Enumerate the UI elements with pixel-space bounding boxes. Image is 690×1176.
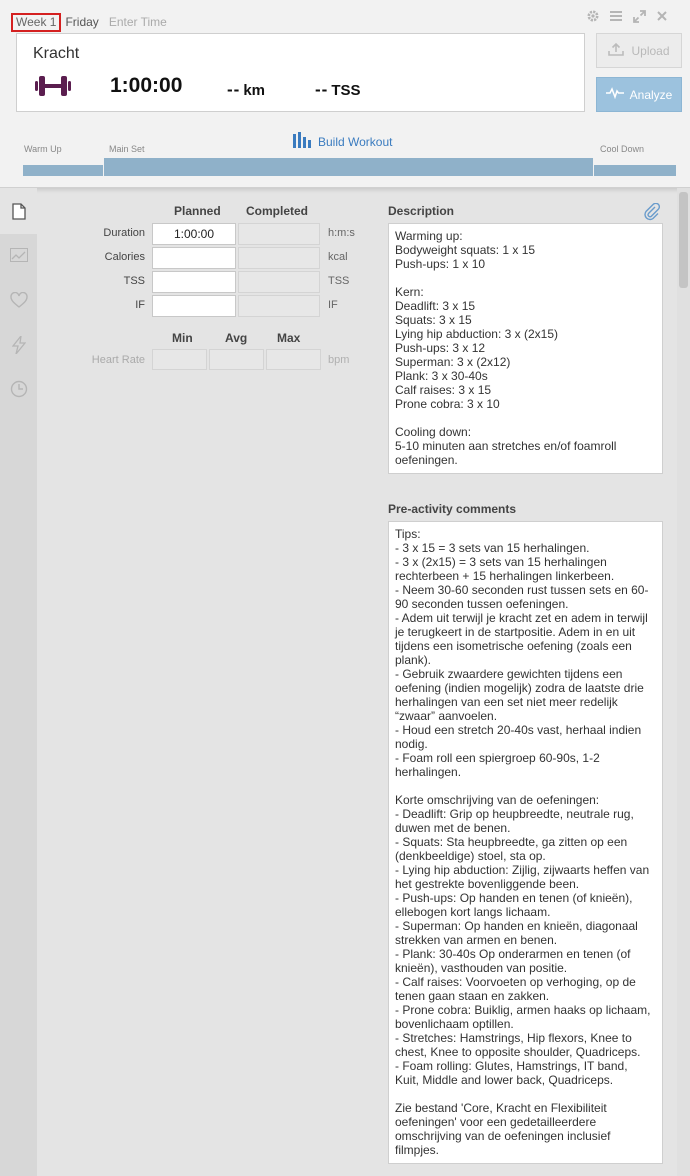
tss-value: -- xyxy=(315,80,329,99)
build-workout-label: Build Workout xyxy=(318,134,393,149)
planned-if-input[interactable] xyxy=(152,295,236,317)
col-hr-max: Max xyxy=(277,331,301,345)
col-planned: Planned xyxy=(174,204,221,218)
week-link[interactable]: Week 1 xyxy=(11,13,61,32)
row-label-calories: Calories xyxy=(104,251,145,263)
upload-icon xyxy=(608,42,624,59)
clock-icon[interactable] xyxy=(9,379,29,399)
planned-tss-input[interactable] xyxy=(152,271,236,293)
unit-duration: h:m:s xyxy=(328,227,355,239)
row-label-if: IF xyxy=(135,299,145,311)
bar-chart-icon xyxy=(293,132,312,151)
row-label-heart-rate: Heart Rate xyxy=(91,354,145,366)
dumbbell-icon xyxy=(34,74,72,101)
lightning-icon[interactable] xyxy=(9,335,29,355)
close-icon[interactable] xyxy=(654,8,670,24)
hr-max-input xyxy=(266,349,321,370)
completed-calories-input xyxy=(238,247,320,269)
heart-icon[interactable] xyxy=(9,290,29,310)
expand-icon[interactable] xyxy=(631,8,647,24)
hr-min-input xyxy=(152,349,207,370)
chart-icon[interactable] xyxy=(9,245,29,265)
gear-icon[interactable] xyxy=(585,8,601,24)
planned-calories-input[interactable] xyxy=(152,247,236,269)
workout-header xyxy=(0,0,690,188)
main-set-bar xyxy=(104,158,593,176)
completed-duration-input xyxy=(238,223,320,245)
cool-down-bar xyxy=(594,165,676,176)
upload-button[interactable] xyxy=(596,33,682,68)
description-title: Description xyxy=(388,204,455,218)
tss-unit: TSS xyxy=(331,82,361,99)
upload-label: Upload xyxy=(631,43,670,58)
build-workout-link[interactable] xyxy=(293,132,392,151)
unit-if: IF xyxy=(328,299,338,311)
workout-summary-card xyxy=(16,33,585,112)
summary-duration: 1:00:00 xyxy=(110,74,183,97)
summary-tss xyxy=(315,80,361,100)
paperclip-icon[interactable] xyxy=(644,203,660,224)
unit-tss: TSS xyxy=(328,275,350,287)
phase-warm-up: Warm Up xyxy=(24,144,62,154)
document-icon[interactable] xyxy=(9,201,29,221)
pre-activity-title: Pre-activity comments xyxy=(388,502,517,516)
col-completed: Completed xyxy=(246,204,309,218)
analyze-label: Analyze xyxy=(629,87,673,102)
workout-structure-bars[interactable] xyxy=(23,158,676,176)
completed-tss-input xyxy=(238,271,320,293)
pre-activity-text[interactable]: Tips: - 3 x 15 = 3 sets van 15 herhalingen. - 3 x (2x15) = 3 sets van 15 herhalingen rechterbeen + 15 herhalingen linkerbeen. - Neem 30-60 seconden rust tussen sets en 60- 90 seconden tussen oefeningen. - Adem uit terwijl je kracht zet en adem in terwijl je terugkeert in de startpositie. Adem in en uit tijdens een isometrische oefening (zoals een plank). - Gebruik zwaardere gewichten tijdens een oefening (indien mogelijk) zodra de laatste drie herhalingen van een set niet meer redelijk “zwaar” aanvoelen. - Houd een stretch 20-40s vast, herhaal indien nodig. - Foam roll een spiergroep 60-90s, 1-2 herhalingen. Korte omschrijving van de oefeningen: - Deadlift: Grip op heupbreedte, neutrale rug, duwen met de benen. - Squats: Sta heupbreedte, ga zitten op een (denkbeeldige) stoel, sta op. - Lying hip abduction: Zijlig, zijwaarts heffen van het gestrekte bovenliggende been. - Push-ups: Op handen en tenen (of knieën), ellebogen kort langs lichaam. - Superman: Op handen en knieën, diagonaal strekken van armen en benen. - Plank: 30-40s Op onderarmen en tenen (of knieën), vasthouden van positie. - Calf raises: Voorvoeten op verhoging, op de tenen gaan staan en zakken. - Prone cobra: Buiklig, armen haaks op lichaam, bovenlichaam optillen. - Stretches: Hamstrings, Hip flexors, Knee to chest, Knee to opposite shoulder, Quadriceps. - Foam rolling: Glutes, Hamstrings, IT band, Kuit, Middle and lower back, Quadriceps. Zie bestand 'Core, Kracht en Flexibiliteit oefeningen' voor een gedetailleerdere omschrijving van de oefeningen inclusief filmpjes. xyxy=(388,521,663,1164)
distance-value: -- xyxy=(227,80,241,99)
enter-time-link[interactable]: Enter Time xyxy=(108,15,167,29)
phase-main-set: Main Set xyxy=(109,144,145,154)
row-label-tss: TSS xyxy=(123,275,145,287)
scrollbar[interactable] xyxy=(677,188,690,1176)
warm-up-bar xyxy=(23,165,103,176)
breadcrumb xyxy=(11,12,167,32)
analyze-button[interactable] xyxy=(596,77,682,112)
unit-bpm: bpm xyxy=(328,354,350,366)
menu-icon[interactable] xyxy=(608,8,624,24)
planned-duration-input[interactable] xyxy=(152,223,236,245)
summary-distance xyxy=(227,80,265,100)
col-hr-min: Min xyxy=(172,331,193,345)
col-hr-avg: Avg xyxy=(225,331,248,345)
pulse-icon xyxy=(606,87,624,102)
distance-unit: km xyxy=(243,82,266,99)
description-text[interactable]: Warming up: Bodyweight squats: 1 x 15 Push-ups: 1 x 10 Kern: Deadlift: 3 x 15 Squats: 3 x 15 Lying hip abduction: 3 x (2x15) Push-ups: 3 x 12 Superman: 3 x (2x12) Plank: 3 x 30-40s Calf raises: 3 x 15 Prone cobra: 3 x 10 Cooling down: 5-10 minuten aan stretches en/of foamroll oefeningen. xyxy=(388,223,663,474)
workout-title[interactable]: Kracht xyxy=(33,45,80,62)
row-label-duration: Duration xyxy=(103,227,145,239)
completed-if-input xyxy=(238,295,320,317)
side-nav xyxy=(0,188,37,1176)
scrollbar-thumb[interactable] xyxy=(679,192,688,288)
hr-avg-input xyxy=(209,349,264,370)
window-controls xyxy=(585,8,670,24)
day-label: Friday xyxy=(65,15,99,29)
unit-calories: kcal xyxy=(328,251,348,263)
phase-cool-down: Cool Down xyxy=(600,144,645,154)
